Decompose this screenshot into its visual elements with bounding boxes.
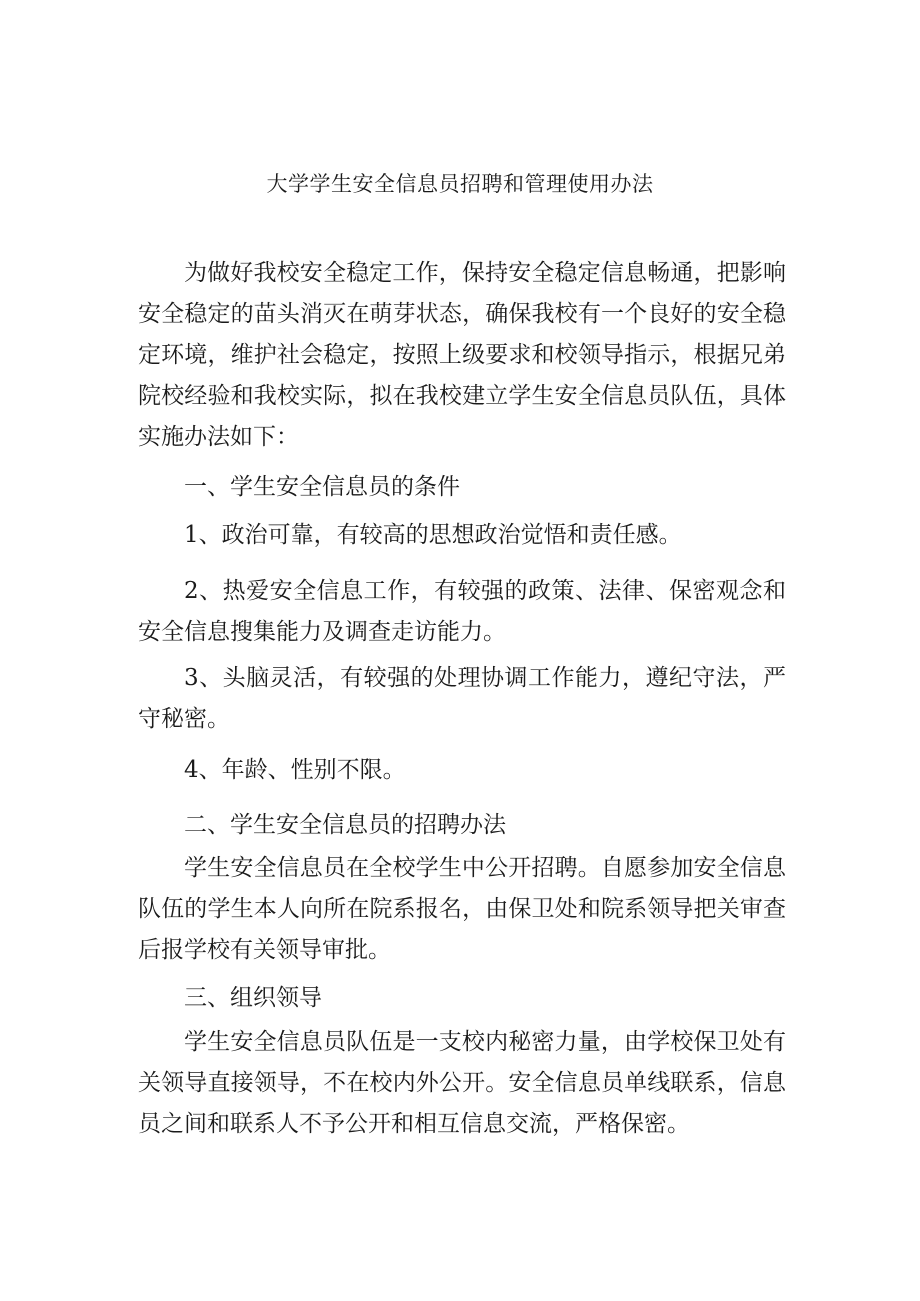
section-3-body: 学生安全信息员队伍是一支校内秘密力量，由学校保卫处有关领导直接领导，不在校内外公开。安全信息员单线联系，信息员之间和联系人不予公开和相互信息交流，严格保密。 [138,1029,786,1137]
section-2-body: 学生安全信息员在全校学生中公开招聘。自愿参加安全信息队伍的学生本人向所在院系报名，由保卫处和院系领导把关审查后报学校有关领导审批。 [138,855,786,963]
condition-item-4: 4、年龄、性别不限。 [184,757,406,783]
intro-paragraph: 为做好我校安全稳定工作，保持安全稳定信息畅通，把影响安全稳定的苗头消灭在萌芽状态，确保我校有一个良好的安全稳定环境，维护社会稳定，按照上级要求和校领导指示，根据兄弟院校经验和我校实际，拟在我校建立学生安全信息员队伍，具体实施办法如下： [138,260,786,450]
section-1-heading: 一、学生安全信息员的条件 [184,474,460,500]
condition-item-2: 2、热爱安全信息工作，有较强的政策、法律、保密观念和安全信息搜集能力及调查走访能力。 [138,578,786,645]
condition-item-3: 3、头脑灵活，有较强的处理协调工作能力，遵纪守法，严守秘密。 [138,665,786,732]
document-title: 大学学生安全信息员招聘和管理使用办法 [266,172,654,196]
condition-item-1: 1、政治可靠，有较高的思想政治觉悟和责任感。 [184,522,682,548]
section-2-heading: 二、学生安全信息员的招聘办法 [184,812,506,838]
section-3-heading: 三、组织领导 [184,985,322,1011]
